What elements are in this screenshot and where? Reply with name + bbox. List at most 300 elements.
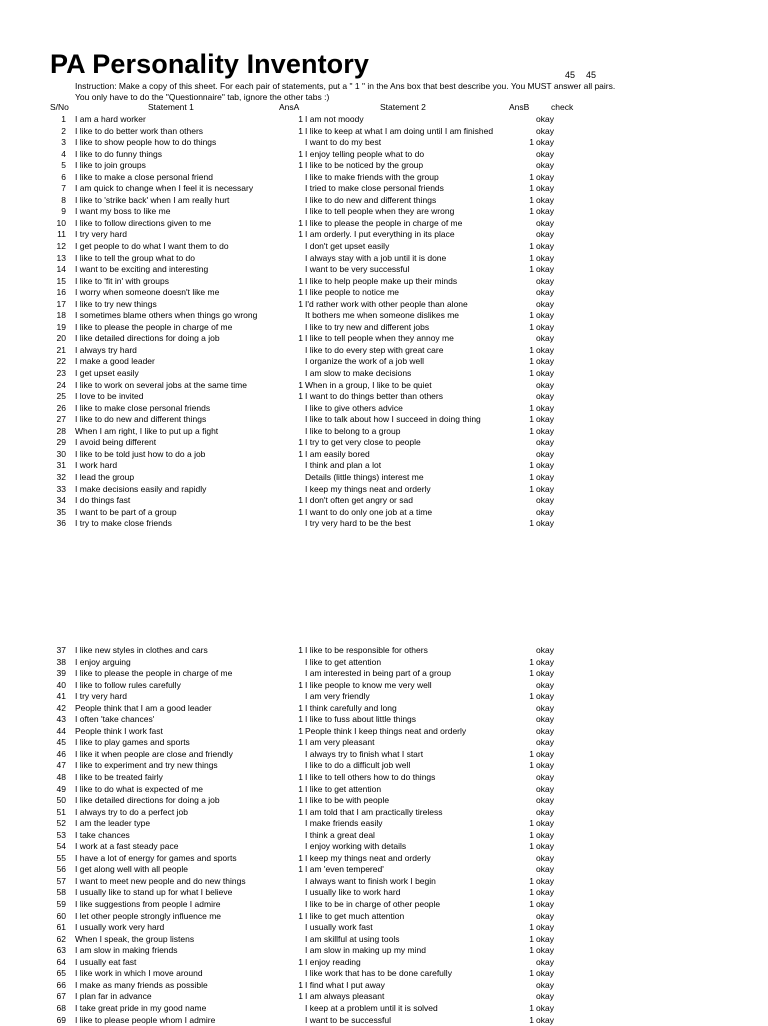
statement-2-text: I try very hard to be the best [305,518,411,530]
check-cell: okay [536,195,554,207]
statement-2-text: I am not moody [305,114,364,126]
row-number: 9 [44,206,66,218]
instructions [75,81,615,103]
statement-2-text: When in a group, I like to be quiet [305,380,432,392]
row-number: 18 [44,310,66,322]
check-cell: okay [536,264,554,276]
ans-a-cell[interactable]: 1 [291,772,303,784]
row-number: 47 [44,760,66,772]
statement-2-text: I am easily bored [305,449,370,461]
ans-a-cell[interactable]: 1 [291,495,303,507]
row-number: 23 [44,368,66,380]
statement-1-text: I want my boss to like me [75,206,170,218]
row-number: 43 [44,714,66,726]
table-row [0,668,768,680]
statement-1-text: I like to join groups [75,160,146,172]
statement-2-text: I like to make friends with the group [305,172,439,184]
row-number: 17 [44,299,66,311]
table-row [0,276,768,288]
ans-b-cell[interactable]: 1 [520,241,534,253]
ans-b-cell[interactable]: 1 [520,668,534,680]
check-cell: okay [536,333,554,345]
table-row [0,229,768,241]
check-cell: okay [536,668,554,680]
check-cell: okay [536,356,554,368]
statement-2-text: I like to get attention [305,657,381,669]
check-cell: okay [536,807,554,819]
ans-a-cell[interactable]: 1 [291,218,303,230]
statement-1-text: I like to be treated fairly [75,772,163,784]
ans-a-cell[interactable]: 1 [291,391,303,403]
statement-2-text: I am always pleasant [305,991,384,1003]
ans-b-cell[interactable]: 1 [520,760,534,772]
table-row [0,507,768,519]
check-cell: okay [536,784,554,796]
table-row [0,899,768,911]
table-row [0,183,768,195]
check-cell: okay [536,980,554,992]
ans-b-cell[interactable]: 1 [520,945,534,957]
row-number: 26 [44,403,66,415]
check-cell: okay [536,218,554,230]
check-cell: okay [536,460,554,472]
ans-b-cell[interactable]: 1 [520,841,534,853]
row-number: 31 [44,460,66,472]
check-cell: okay [536,391,554,403]
row-number: 13 [44,253,66,265]
ans-b-cell[interactable]: 1 [520,899,534,911]
row-number: 38 [44,657,66,669]
statement-2-text: I enjoy reading [305,957,361,969]
table-row [0,495,768,507]
column-header-ansa: AnsA [279,102,299,112]
row-number: 7 [44,183,66,195]
ans-b-cell[interactable]: 1 [520,657,534,669]
check-cell: okay [536,206,554,218]
table-row [0,726,768,738]
instruction-line-2: You only have to do the "Questionnaire" tab, ignore the other tabs :) [75,92,615,103]
row-number: 25 [44,391,66,403]
statement-1-text: I like to be told just how to do a job [75,449,205,461]
check-cell: okay [536,126,554,138]
statement-1-text: I try very hard [75,229,127,241]
statement-2-text: I am skillful at using tools [305,934,399,946]
column-header-statement2: Statement 2 [380,102,426,112]
table-row [0,114,768,126]
statement-1-text: I like to experiment and try new things [75,760,218,772]
row-number: 40 [44,680,66,692]
row-number: 65 [44,968,66,980]
ans-a-cell[interactable]: 1 [291,437,303,449]
statement-2-text: I like to belong to a group [305,426,400,438]
ans-b-cell[interactable]: 1 [520,876,534,888]
statement-1-text: I try to make close friends [75,518,172,530]
ans-b-cell[interactable]: 1 [520,1003,534,1015]
statement-2-text: People think I keep things neat and orderly [305,726,466,738]
ans-a-cell[interactable]: 1 [291,149,303,161]
statement-2-text: I am interested in being part of a group [305,668,451,680]
statement-2-text: I like to tell people when they are wrong [305,206,454,218]
statement-1-text: I like to show people how to do things [75,137,216,149]
statement-2-text: I like to be responsible for others [305,645,428,657]
check-cell: okay [536,760,554,772]
statement-2-text: I always stay with a job until it is done [305,253,446,265]
statement-1-text: I like new styles in clothes and cars [75,645,208,657]
statement-1-text: I like to 'strike back' when I am really hurt [75,195,229,207]
ans-b-cell[interactable]: 1 [520,195,534,207]
statement-2-text: I am very pleasant [305,737,374,749]
row-number: 10 [44,218,66,230]
check-cell: okay [536,830,554,842]
statement-2-text: I organize the work of a job well [305,356,424,368]
row-number: 16 [44,287,66,299]
ans-a-cell[interactable]: 1 [291,864,303,876]
statement-1-text: I like to work on several jobs at the same time [75,380,247,392]
statement-1-text: I enjoy arguing [75,657,131,669]
statement-2-text: I like to give others advice [305,403,403,415]
ans-b-cell[interactable]: 1 [520,484,534,496]
ans-b-cell[interactable]: 1 [520,137,534,149]
row-number: 50 [44,795,66,807]
statement-1-text: I have a lot of energy for games and sports [75,853,237,865]
check-cell: okay [536,518,554,530]
check-cell: okay [536,299,554,311]
row-number: 4 [44,149,66,161]
statement-1-text: I take great pride in my good name [75,1003,206,1015]
table-row [0,518,768,530]
row-number: 22 [44,356,66,368]
check-cell: okay [536,911,554,923]
statement-2-text: I'd rather work with other people than alone [305,299,468,311]
check-cell: okay [536,403,554,415]
row-number: 68 [44,1003,66,1015]
ans-b-cell[interactable]: 1 [520,749,534,761]
statement-1-text: I want to be part of a group [75,507,177,519]
table-row [0,299,768,311]
table-row [0,680,768,692]
table-row [0,645,768,657]
table-row [0,172,768,184]
ans-a-cell[interactable]: 1 [291,299,303,311]
ans-a-cell[interactable]: 1 [291,853,303,865]
check-cell: okay [536,703,554,715]
check-cell: okay [536,472,554,484]
row-number: 57 [44,876,66,888]
row-number: 28 [44,426,66,438]
table-row [0,703,768,715]
check-cell: okay [536,991,554,1003]
check-cell: okay [536,680,554,692]
instruction-line-1: Instruction: Make a copy of this sheet. For each pair of statements, put a " 1 " in the Ans box that best describe you. You MUST answer all pairs. [75,81,615,92]
table-row [0,322,768,334]
row-number: 14 [44,264,66,276]
statement-1-text: I like to please the people in charge of me [75,668,232,680]
check-cell: okay [536,276,554,288]
ans-b-cell[interactable]: 1 [520,830,534,842]
check-cell: okay [536,229,554,241]
statement-2-text: I like to do every step with great care [305,345,443,357]
statement-1-text: When I am right, I like to put up a fight [75,426,218,438]
statement-2-text: I like to get much attention [305,911,404,923]
ans-a-cell[interactable]: 1 [291,714,303,726]
row-number: 58 [44,887,66,899]
check-cell: okay [536,149,554,161]
row-number: 3 [44,137,66,149]
table-row [0,714,768,726]
statement-1-text: I like to follow rules carefully [75,680,181,692]
statement-1-text: I like it when people are close and friendly [75,749,233,761]
ans-b-cell[interactable]: 1 [520,691,534,703]
statement-1-text: I plan far in advance [75,991,152,1003]
ans-a-cell[interactable]: 1 [291,449,303,461]
statement-2-text: I am slow to make decisions [305,368,411,380]
ans-a-cell[interactable]: 1 [291,333,303,345]
statement-2-text: I always try to finish what I start [305,749,423,761]
page-title: PA Personality Inventory [50,49,369,80]
statement-1-text: I get upset easily [75,368,139,380]
statement-2-text: I don't get upset easily [305,241,389,253]
check-cell: okay [536,322,554,334]
statement-1-text: I am a hard worker [75,114,146,126]
table-row [0,657,768,669]
ans-a-cell[interactable]: 1 [291,784,303,796]
ans-b-cell[interactable]: 1 [520,264,534,276]
statement-1-text: I get people to do what I want them to do [75,241,229,253]
row-number: 24 [44,380,66,392]
ans-b-cell[interactable]: 1 [520,934,534,946]
ans-b-cell[interactable]: 1 [520,322,534,334]
statement-1-text: I make as many friends as possible [75,980,208,992]
statement-1-text: I work at a fast steady pace [75,841,178,853]
table-row [0,922,768,934]
check-cell: okay [536,749,554,761]
statement-1-text: I sometimes blame others when things go wrong [75,310,257,322]
row-number: 11 [44,229,66,241]
ans-a-total: 45 [565,70,575,80]
ans-a-cell[interactable]: 1 [291,980,303,992]
check-cell: okay [536,968,554,980]
ans-a-cell[interactable]: 1 [291,276,303,288]
check-cell: okay [536,310,554,322]
statement-2-text: I enjoy telling people what to do [305,149,424,161]
ans-b-cell[interactable]: 1 [520,403,534,415]
ans-a-cell[interactable]: 1 [291,380,303,392]
table-row [0,218,768,230]
ans-a-cell[interactable]: 1 [291,287,303,299]
statement-2-text: I am orderly. I put everything in its place [305,229,455,241]
ans-a-cell[interactable]: 1 [291,807,303,819]
ans-b-cell[interactable]: 1 [520,1015,534,1026]
table-row [0,264,768,276]
ans-b-cell[interactable]: 1 [520,172,534,184]
table-row [0,911,768,923]
row-number: 59 [44,899,66,911]
row-number: 49 [44,784,66,796]
statement-2-text: It bothers me when someone dislikes me [305,310,459,322]
ans-b-cell[interactable]: 1 [520,345,534,357]
check-cell: okay [536,172,554,184]
column-header-statement1: Statement 1 [148,102,194,112]
statement-1-text: I usually eat fast [75,957,136,969]
row-number: 36 [44,518,66,530]
ans-b-cell[interactable]: 1 [520,887,534,899]
statement-2-text: I keep at a problem until it is solved [305,1003,438,1015]
row-number: 63 [44,945,66,957]
statement-1-text: I am the leader type [75,818,150,830]
table-row [0,957,768,969]
row-number: 55 [44,853,66,865]
table-row [0,1015,768,1026]
check-cell: okay [536,945,554,957]
row-number: 12 [44,241,66,253]
ans-b-cell[interactable]: 1 [520,414,534,426]
ans-b-cell[interactable]: 1 [520,518,534,530]
statement-2-text: I usually work fast [305,922,373,934]
check-cell: okay [536,691,554,703]
row-number: 51 [44,807,66,819]
ans-a-cell[interactable]: 1 [291,160,303,172]
check-cell: okay [536,645,554,657]
statement-2-text: I don't often get angry or sad [305,495,413,507]
ans-b-cell[interactable]: 1 [520,356,534,368]
statement-2-text: I am told that I am practically tireless [305,807,442,819]
ans-a-cell[interactable]: 1 [291,911,303,923]
check-cell: okay [536,726,554,738]
row-number: 2 [44,126,66,138]
statement-1-text: I like to do better work than others [75,126,203,138]
check-cell: okay [536,137,554,149]
ans-b-cell[interactable]: 1 [520,472,534,484]
table-row [0,830,768,842]
table-row [0,437,768,449]
ans-b-cell[interactable]: 1 [520,310,534,322]
ans-a-cell[interactable]: 1 [291,645,303,657]
statement-1-text: I want to meet new people and do new things [75,876,246,888]
check-cell: okay [536,1015,554,1026]
statement-1-text: I like work in which I move around [75,968,203,980]
statement-2-text: I like to be noticed by the group [305,160,423,172]
statement-1-text: I lead the group [75,472,134,484]
statement-1-text: I worry when someone doesn't like me [75,287,219,299]
check-cell: okay [536,772,554,784]
check-cell: okay [536,484,554,496]
statement-2-text: Details (little things) interest me [305,472,424,484]
row-number: 5 [44,160,66,172]
ans-a-cell[interactable]: 1 [291,737,303,749]
statement-1-text: I like to follow directions given to me [75,218,211,230]
row-number: 21 [44,345,66,357]
ans-a-cell[interactable]: 1 [291,114,303,126]
ans-b-cell[interactable]: 1 [520,968,534,980]
ans-a-cell[interactable]: 1 [291,703,303,715]
ans-a-cell[interactable]: 1 [291,680,303,692]
ans-b-cell[interactable]: 1 [520,206,534,218]
row-number: 45 [44,737,66,749]
statement-2-text: I like to do new and different things [305,195,436,207]
check-cell: okay [536,287,554,299]
table-row [0,760,768,772]
table-row [0,333,768,345]
row-number: 42 [44,703,66,715]
ans-b-total: 45 [586,70,596,80]
table-row [0,414,768,426]
statement-2-text: I like to help people make up their minds [305,276,457,288]
row-number: 20 [44,333,66,345]
statement-2-text: I like to please the people in charge of me [305,218,462,230]
ans-a-cell[interactable]: 1 [291,957,303,969]
statement-1-text: I like to 'fit in' with groups [75,276,169,288]
row-number: 37 [44,645,66,657]
table-row [0,980,768,992]
table-row [0,472,768,484]
ans-a-cell[interactable]: 1 [291,795,303,807]
statement-1-text: I like to do what is expected of me [75,784,203,796]
statement-1-text: I usually work very hard [75,922,164,934]
row-number: 54 [44,841,66,853]
ans-a-cell[interactable]: 1 [291,726,303,738]
ans-b-cell[interactable]: 1 [520,922,534,934]
statement-1-text: I like to do funny things [75,149,162,161]
statement-2-text: I like to be in charge of other people [305,899,440,911]
statement-1-text: I avoid being different [75,437,156,449]
check-cell: okay [536,507,554,519]
statement-1-text: I love to be invited [75,391,144,403]
statement-2-text: I want to be successful [305,1015,391,1026]
statement-2-text: I like to tell others how to do things [305,772,435,784]
ans-b-cell[interactable]: 1 [520,368,534,380]
check-cell: okay [536,1003,554,1015]
ans-b-cell[interactable]: 1 [520,818,534,830]
row-number: 66 [44,980,66,992]
table-row [0,749,768,761]
table-row [0,807,768,819]
statement-1-text: I like to play games and sports [75,737,190,749]
table-row [0,691,768,703]
ans-b-cell[interactable]: 1 [520,460,534,472]
check-cell: okay [536,114,554,126]
table-row [0,391,768,403]
statement-2-text: I am slow in making up my mind [305,945,426,957]
table-row [0,876,768,888]
check-cell: okay [536,183,554,195]
statement-2-text: I like to talk about how I succeed in doing thing [305,414,481,426]
table-row [0,345,768,357]
row-number: 46 [44,749,66,761]
ans-b-cell[interactable]: 1 [520,426,534,438]
statement-1-text: People think I work fast [75,726,163,738]
table-row [0,818,768,830]
row-number: 44 [44,726,66,738]
statement-2-text: I like to do a difficult job well [305,760,410,772]
table-row [0,887,768,899]
table-row [0,368,768,380]
check-cell: okay [536,380,554,392]
statement-2-text: I think carefully and long [305,703,397,715]
row-number: 30 [44,449,66,461]
statement-1-text: I take chances [75,830,130,842]
ans-b-cell[interactable]: 1 [520,183,534,195]
statement-2-text: I am very friendly [305,691,370,703]
ans-a-cell[interactable]: 1 [291,229,303,241]
statement-1-text: I like to do new and different things [75,414,206,426]
ans-a-cell[interactable]: 1 [291,991,303,1003]
statement-2-text: I like work that has to be done carefully [305,968,452,980]
statement-2-text: I tried to make close personal friends [305,183,444,195]
ans-a-cell[interactable]: 1 [291,126,303,138]
ans-b-cell[interactable]: 1 [520,253,534,265]
statement-1-text: I like to try new things [75,299,157,311]
ans-a-cell[interactable]: 1 [291,507,303,519]
